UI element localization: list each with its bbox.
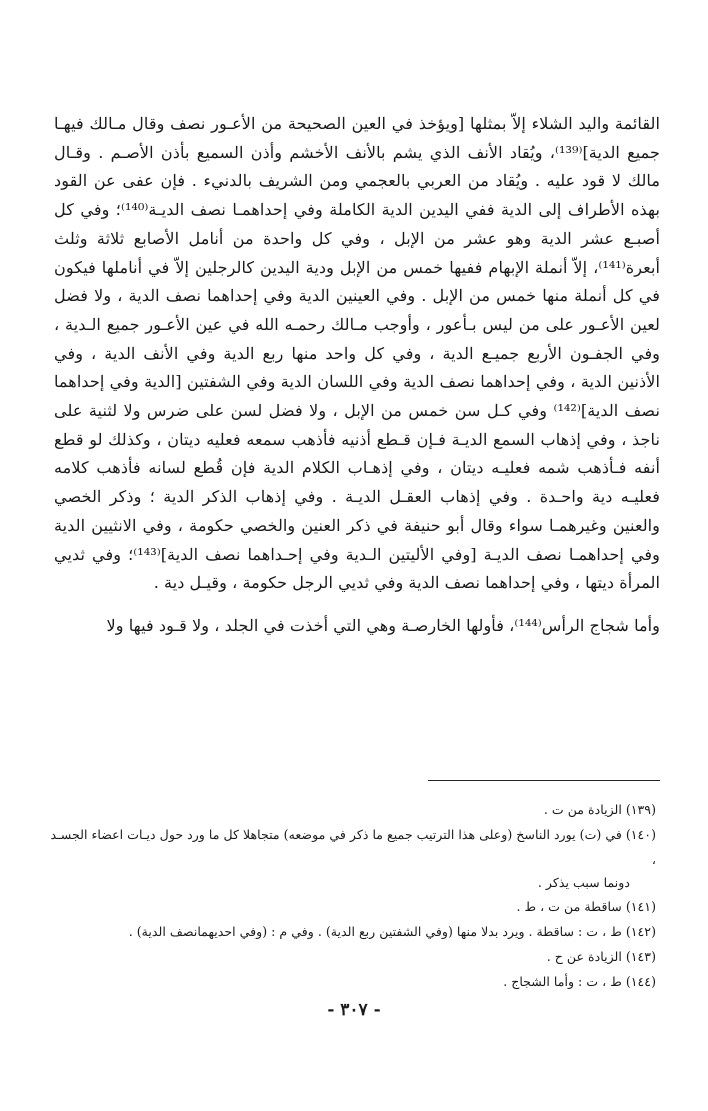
footnote-140-continuation: دونما سبب يذكر . (537, 875, 630, 890)
paragraph-1: القائمة واليد الشلاء إلاّ بمثلها [ويؤخذ في العين الصحيحة من الأعـور نصف وقال مـالك فيهـا جميع الدية]⁽¹³⁹⁾، ويُقاد الأنف الذي يشم بالأنف الأخشم وأذن السميع بأذن الأصـم . وقـال مالك لا قود عليه . ويُقاد من العربي بالعجمي ومن الشريف بالدنيء . فإن عفى عن القود بهذه الأطراف إلى الدية ففي اليدين الدية الكاملة وفي إحداهمـا نصف الديـة⁽¹⁴⁰⁾؛ وفي كل أصبـع عشر الدية وهو عشر من الإبل ، وفي كل واحدة من أنامل الأصابع ثلاثة وثلث أبعرة⁽¹⁴¹⁾، إلاّ أنملة الإبهام ففيها خمس من الإبل ودية اليدين كالرجلين إلاّ في أناملها فيكون في كل أنملة منها خمس من الإبل . وفي العينين الدية وفي إحداهما نصف الدية ، ولا فضل لعين الأعـور على من ليس بـأعور ، وأوجب مـالك رحمـه الله في عين الأعـور جميع الـدية ، وفي الجفـون الأربع جميـع الدية ، وفي كل واحد منها ربع الدية وفي الأنف الدية ، وفي الأذنين الدية ، وفي إحداهما نصف الدية وفي اللسان الدية وفي الشفتين [الدية وفي إحداهما نصف الدية]⁽¹⁴²⁾ وفي كـل سن خمس من الإبل ، ولا فضل لسن على ضرس ولا لثنية على ناجذ ، وفي إذهاب السمع الديـة فـإن قـطع أذنيه فأذهب سمعه فعليه ديتان ، وكذلك لو قطع أنفه فـأذهب شمه فعليـه ديتان ، وفي إذهـاب الكلام الدية فإن قُطع لسانه فأذهب كلامه فعليـه دية واحـدة . وفي إذهاب العقـل الديـة . وفي إذهاب الذكر الدية ؛ وذكر الخصي والعنين وغيرهمـا سواء وقال أبو حنيفة في ذكر العنين والخصي حكومة ، وفي الانثيين الدية وفي إحداهمـا نصف الديـة [وفي الأليتين الـدية وفي إحـداهما نصف الدية]⁽¹⁴³⁾؛ وفي ثديي المرأة ديتها ، وفي إحداهما نصف الدية وفي ثديي الرجل حكومة ، وقيـل دية . (54, 114, 660, 593)
footnote-144: (١٤٤) ط ، ت : وأما الشجاج . (503, 974, 656, 989)
footnote-divider (428, 780, 660, 781)
footnote-141: (١٤١) ساقطة من ت ، ط . (516, 899, 656, 914)
footnote-142: (١٤٢) ط ، ت : ساقطة . ويرد بدلا منها (وفي الشفتين ربع الدية) . وفي م : (وفي احديهمانصف الدية) . (128, 924, 656, 939)
footnotes (46, 797, 656, 994)
footnote-140: (١٤٠) في (ت) يورد الناسخ (وعلى هذا الترتيب جميع ما ذكر في موضعه) متجاهلا كل ما ورد حول ديـات اعضاء الجسـد ، (50, 827, 656, 867)
page-number: - ٣٠٧ - (327, 1000, 381, 1020)
paragraph-2: وأما شجاج الرأس⁽¹⁴⁴⁾، فأولها الخارصـة وهي التي أخذت في الجلد ، ولا قـود فيها ولا (106, 615, 660, 635)
footnote-139: (١٣٩) الزيادة من ت . (543, 802, 656, 817)
main-text (54, 110, 660, 641)
footnote-143: (١٤٣) الزيادة عن ح . (546, 949, 656, 964)
